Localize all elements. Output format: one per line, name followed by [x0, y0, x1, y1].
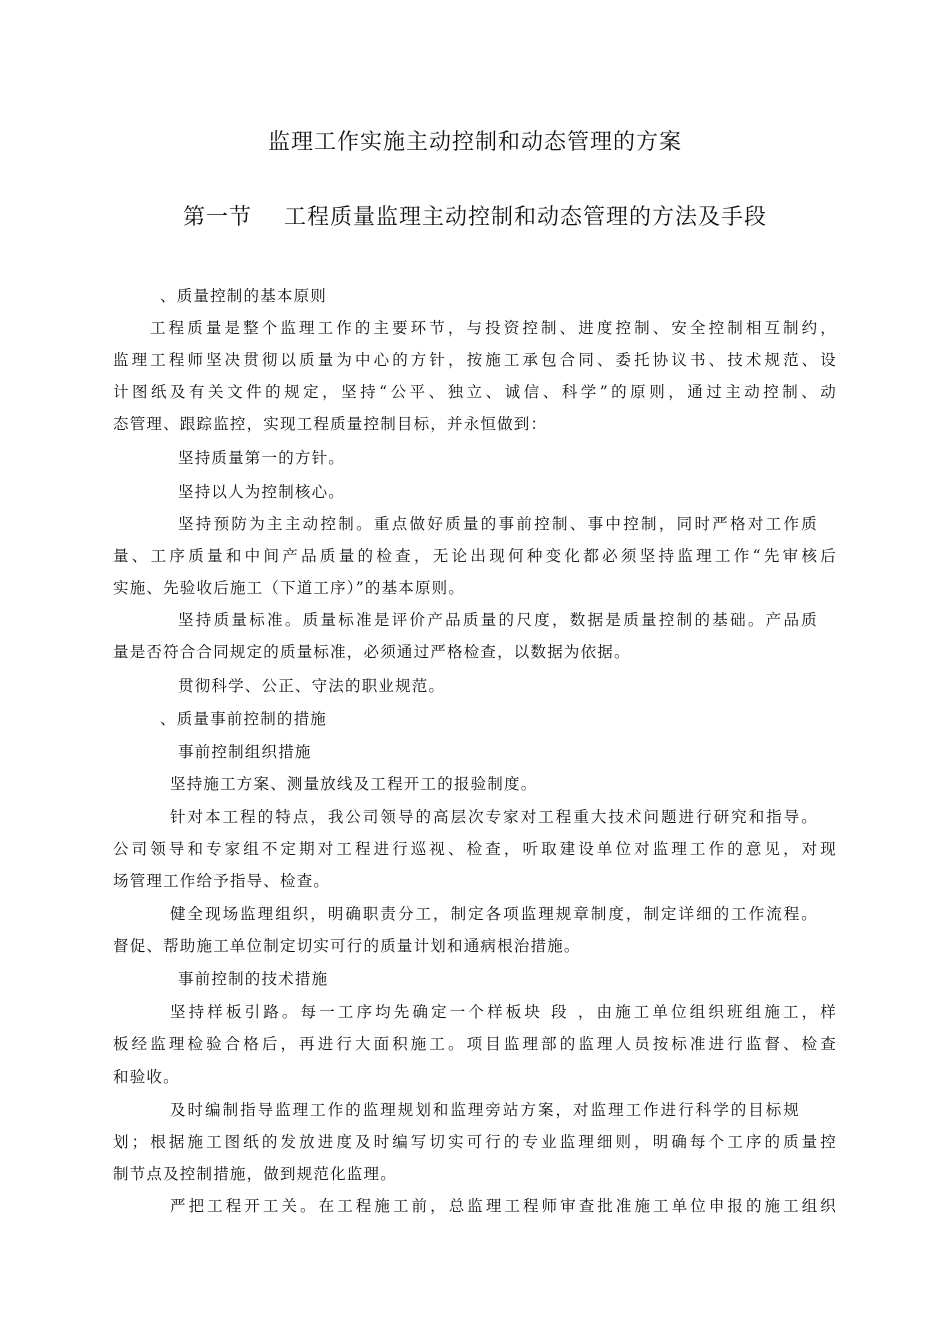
heading-pre-control-measures: 、质量事前控制的措施	[160, 710, 328, 728]
list-item: 坚持施工方案、测量放线及工程开工的报验制度。	[170, 775, 538, 793]
section-title: 第一节 工程质量监理主动控制和动态管理的方法及手段	[183, 205, 767, 230]
list-item: 及时编制指导监理工作的监理规划和监理旁站方案，对监理工作进行科学的目标规	[170, 1101, 800, 1119]
paragraph-line: 板经监理检验合格后，再进行大面积施工。项目监理部的监理人员按标准进行监督、检查	[113, 1035, 837, 1053]
list-item: 坚持质量第一的方针。	[178, 449, 346, 467]
paragraph-line: 制节点及控制措施，做到规范化监理。	[113, 1165, 397, 1183]
subheading-organization-measures: 事前控制组织措施	[178, 743, 312, 761]
paragraph-line: 公司领导和专家组不定期对工程进行巡视、检查，听取建设单位对监理工作的意见，对现	[113, 840, 837, 858]
list-item: 坚持以人为控制核心。	[178, 483, 346, 501]
paragraph-line: 量是否符合合同规定的质量标准，必须通过严格检查，以数据为依据。	[113, 643, 631, 661]
paragraph-line: 实施、先验收后施工（下道工序）”的基本原则。	[113, 579, 466, 597]
list-item: 健全现场监理组织，明确职责分工，制定各项监理规章制度，制定详细的工作流程。	[170, 905, 818, 923]
paragraph-line: 计图纸及有关文件的规定，坚持“公平、独立、诚信、科学”的原则，通过主动控制、动	[113, 383, 837, 401]
list-item: 坚持样板引路。每一工序均先确定一个样板块 段 ，由施工单位组织班组施工，样	[170, 1003, 837, 1021]
paragraph-line: 场管理工作给予指导、检查。	[113, 872, 331, 890]
list-item: 贯彻科学、公正、守法的职业规范。	[178, 677, 446, 695]
list-item: 严把工程开工关。在工程施工前，总监理工程师审查批准施工单位申报的施工组织	[170, 1197, 837, 1215]
subheading-technical-measures: 事前控制的技术措施	[178, 970, 329, 988]
paragraph-line: 监理工程师坚决贯彻以质量为中心的方针，按施工承包合同、委托协议书、技术规范、设	[113, 351, 837, 369]
list-item: 坚持质量标准。质量标准是评价产品质量的尺度，数据是质量控制的基础。产品质	[178, 611, 818, 629]
paragraph-line: 工程质量是整个监理工作的主要环节，与投资控制、进度控制、安全控制相互制约，	[150, 319, 837, 337]
paragraph-line: 量、工序质量和中间产品质量的检查，无论出现何种变化都必须坚持监理工作“先审核后	[113, 547, 837, 565]
paragraph-line: 督促、帮助施工单位制定切实可行的质量计划和通病根治措施。	[113, 937, 581, 955]
paragraph-line: 划；根据施工图纸的发放进度及时编写切实可行的专业监理细则，明确每个工序的质量控	[113, 1133, 837, 1151]
document-title: 监理工作实施主动控制和动态管理的方案	[267, 130, 682, 155]
paragraph-line: 态管理、跟踪监控，实现工程质量控制目标，并永恒做到：	[113, 415, 548, 433]
list-item: 针对本工程的特点，我公司领导的高层次专家对工程重大技术问题进行研究和指导。	[170, 808, 818, 826]
paragraph-line: 和验收。	[113, 1068, 180, 1086]
heading-quality-principles: 、质量控制的基本原则	[160, 287, 328, 305]
list-item: 坚持预防为主主动控制。重点做好质量的事前控制、事中控制，同时严格对工作质	[178, 515, 818, 533]
